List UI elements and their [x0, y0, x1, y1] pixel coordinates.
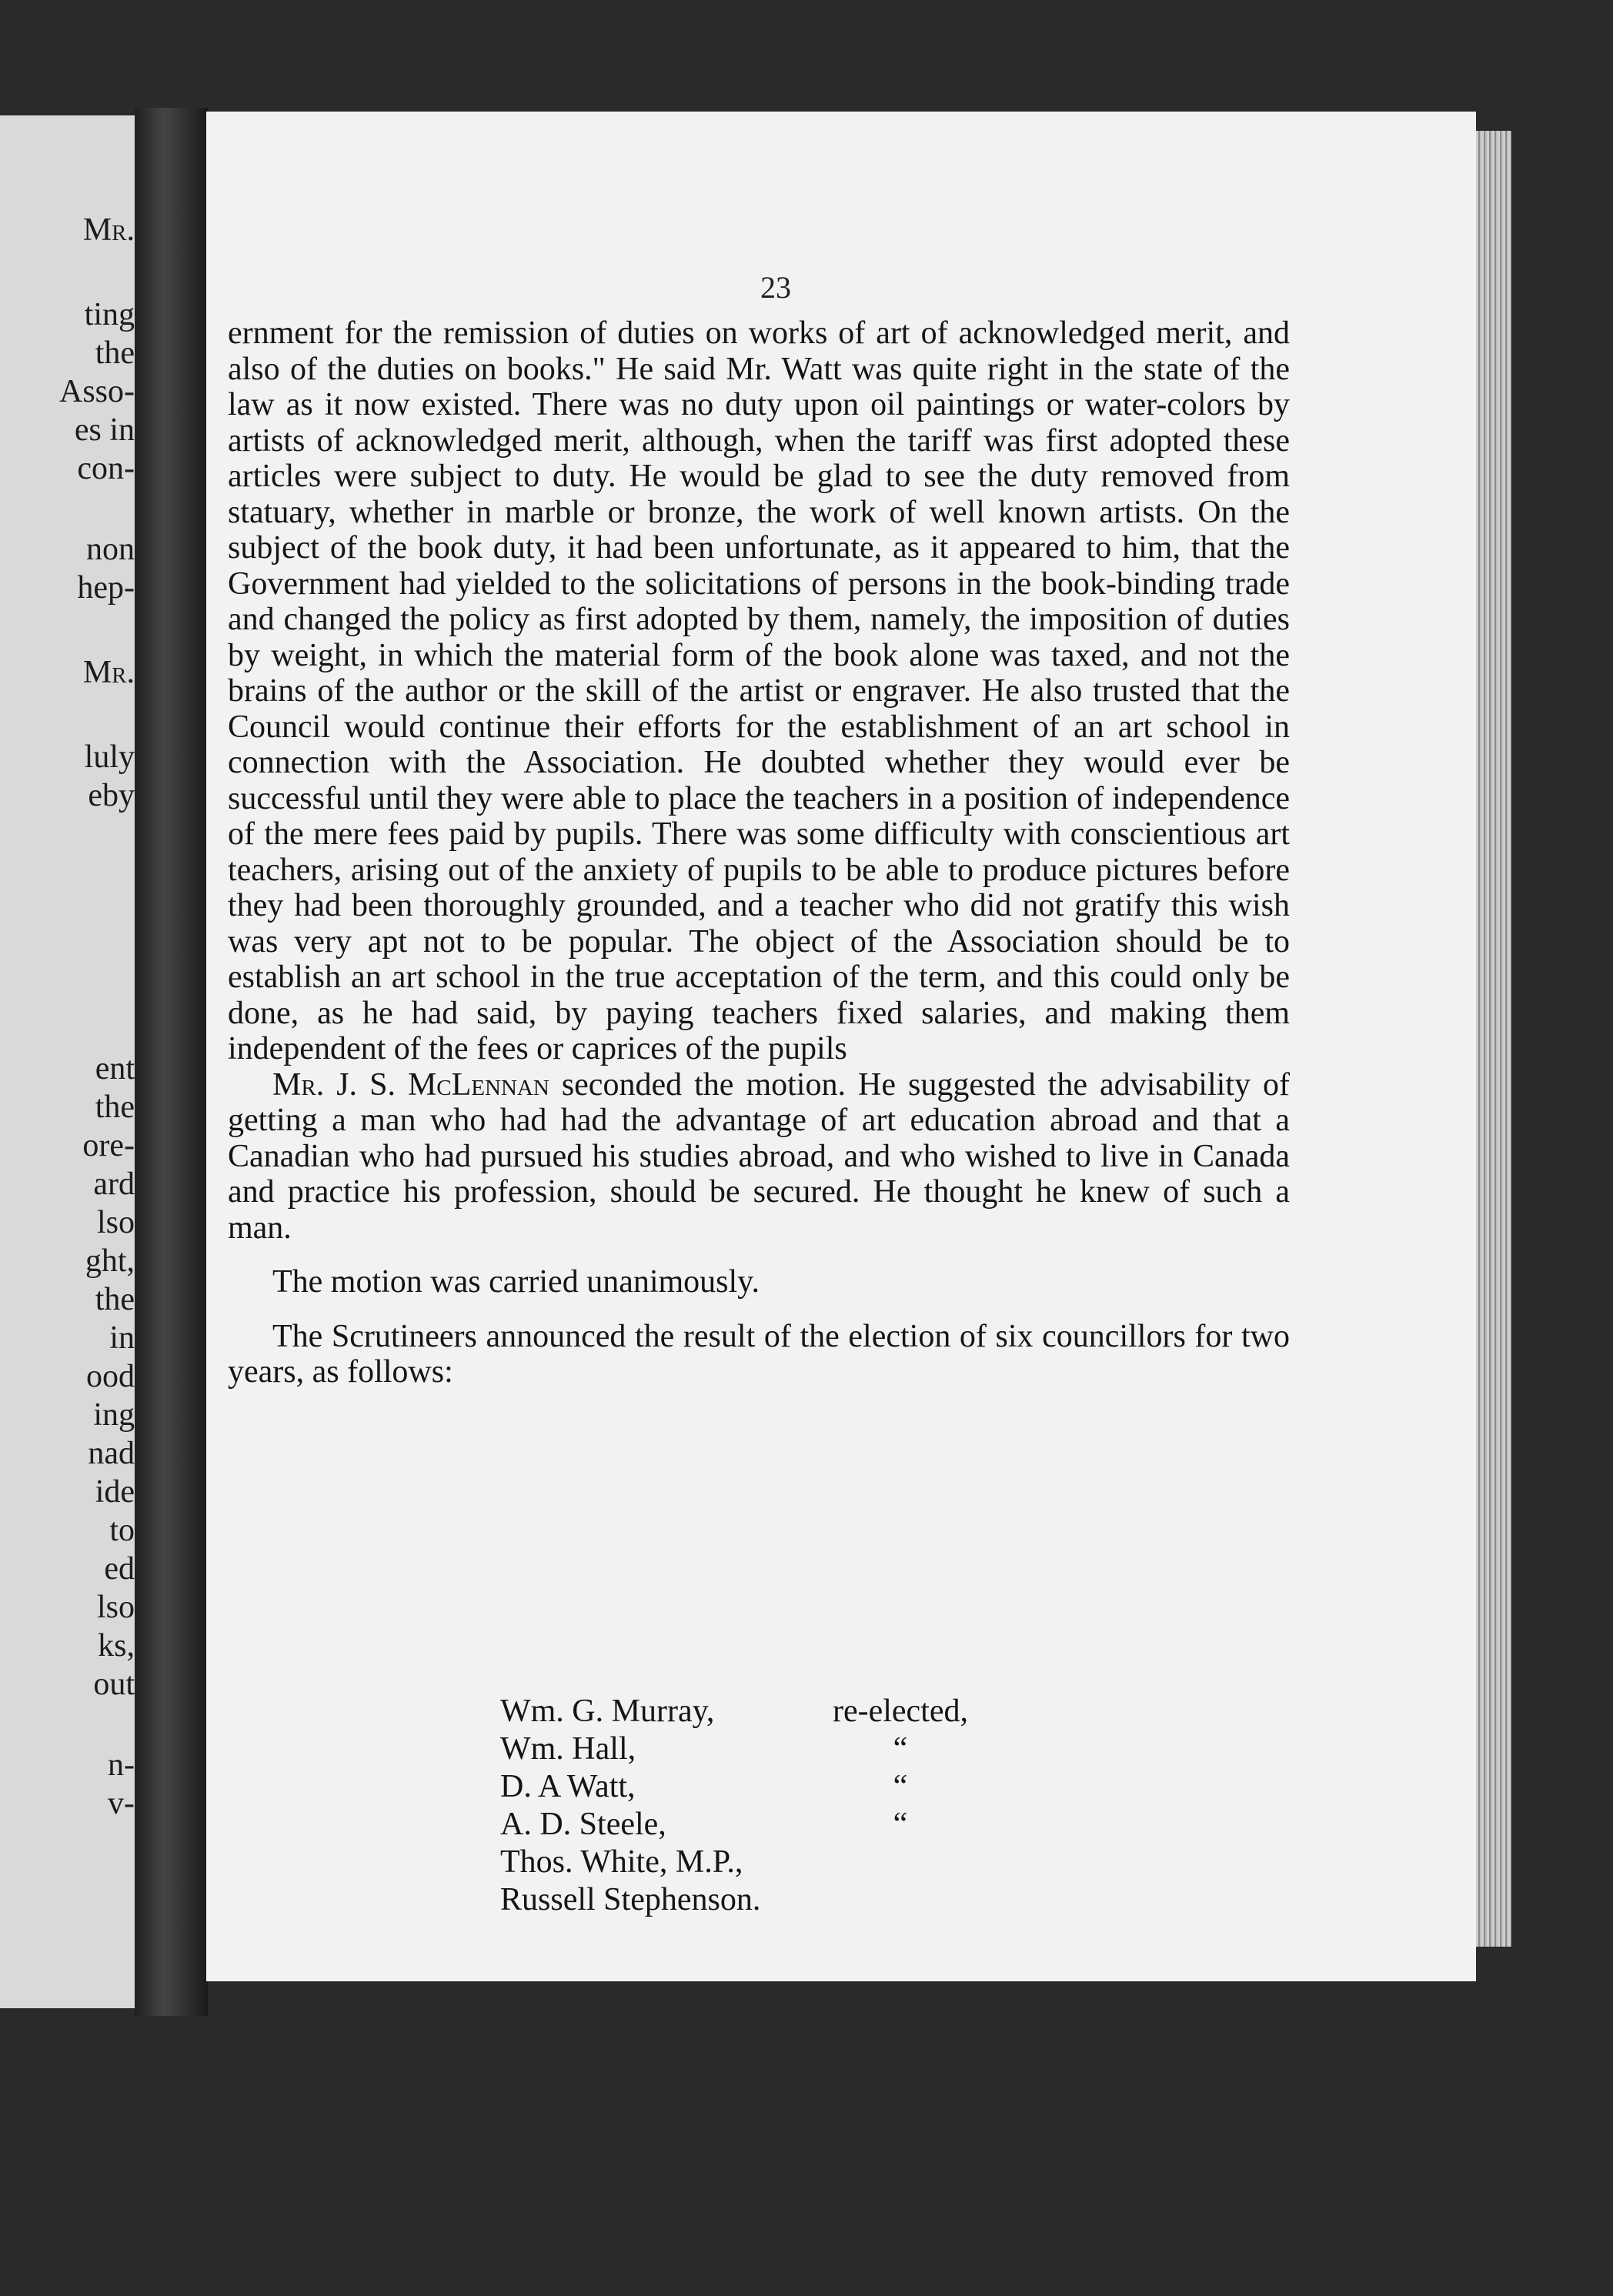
councillor-status: “	[893, 1769, 908, 1804]
paragraph-speech: ernment for the remission of duties on works of art of acknowledged merit, and also of the duties on books." He said Mr. Watt was quite right in the state of the law as it now existed. There was no duty upon oil paintings or water-colors by artists of acknowledged merit, although, when the tariff was first adopted these articles were subject to duty. He would be glad to see the duty removed from statuary, whether in marble or bronze, the work of well known artists. On the subject of the book duty, it had been unfortunate, as it appeared to him, that the Government had yielded to the solicitations of persons in the book-binding trade and changed the policy as first adopted by them, namely, the imposition of duties by weight, in which the material form of the book alone was taxed, and not the brains of the author or the skill of the artist or engraver. He also trusted that the Council would continue their efforts for the establishment of an art school in connection with the Association. He doubted whether they would ever be successful until they were able to place the teachers in a position of independence of the mere fees paid by pupils. There was some difficulty with conscientious art teachers, arising out of the anxiety of pupils to be able to produce pictures before they had been thoroughly grounded, and a teacher who did not gratify this wish was very apt not to be popular. The object of the Association should be to establish an art school in the true acceptation of the term, and this could only be done, as he had said, by paying teachers fixed salaries, and making them independent of the fees or caprices of the pupils	[228, 315, 1290, 1066]
facing-page-text: v-	[108, 1786, 135, 1821]
page-body	[228, 315, 1290, 1390]
facing-page-text: eby	[88, 778, 135, 813]
speaker-name: Mr. J. S. McLennan	[272, 1066, 549, 1103]
facing-page-text: ing	[93, 1397, 135, 1433]
councillor-status: re-elected,	[832, 1694, 969, 1729]
councillor-status: “	[893, 1807, 908, 1842]
book-gutter	[135, 108, 208, 2016]
facing-page-text: ard	[93, 1166, 135, 1202]
councillor-name: Wm. G. Murray,	[500, 1694, 715, 1729]
facing-page-text: nad	[88, 1436, 135, 1471]
facing-page-text: Mr.	[82, 212, 135, 248]
facing-page-text: ent	[95, 1051, 135, 1086]
councillor-name: D. A Watt,	[500, 1769, 636, 1804]
paragraph-seconding	[228, 1067, 1290, 1246]
facing-page-text: es in	[74, 412, 135, 448]
councillor-name: Russell Stephenson.	[500, 1882, 761, 1917]
councillor-name: Wm. Hall,	[500, 1731, 636, 1767]
facing-page-text: luly	[84, 739, 135, 775]
facing-page-text: ght,	[85, 1243, 135, 1279]
result-row	[500, 1806, 993, 1844]
facing-page-text: ed	[104, 1551, 135, 1587]
facing-page-text: con-	[77, 451, 135, 486]
paragraph-scrutineers: The Scrutineers announced the result of the election of six councillors for two years, as follows:	[228, 1318, 1290, 1390]
facing-page-text: the	[95, 1090, 135, 1125]
facing-page-text: the	[95, 1282, 135, 1317]
facing-page-text: ore-	[82, 1128, 135, 1163]
facing-page-text: ood	[86, 1359, 135, 1394]
page-edges	[1476, 131, 1511, 1947]
councillor-name: Thos. White, M.P.,	[500, 1844, 743, 1880]
facing-page-text: ks,	[98, 1628, 135, 1664]
facing-page-fragment	[0, 115, 146, 2008]
result-row	[500, 1881, 993, 1919]
facing-page-text: Asso-	[58, 374, 135, 409]
facing-page-text: hep-	[77, 570, 135, 606]
councillor-status	[808, 1844, 993, 1881]
councillor-status	[808, 1881, 993, 1919]
page-number: 23	[760, 270, 791, 305]
result-row	[500, 1730, 993, 1768]
facing-page-text: in	[109, 1320, 135, 1356]
facing-page-text: Mr.	[82, 655, 135, 690]
seconding-text: seconded the motion. He suggested the advisability of getting a man who had had the advantage of art education abroad and that a Canadian who had pursued his studies abroad, and who wished to live in Canada and practice his profession, should be secured. He thought he knew of such a man.	[228, 1066, 1290, 1246]
result-row	[500, 1768, 993, 1806]
facing-page-text: lso	[96, 1590, 135, 1625]
facing-page-text: n-	[108, 1747, 135, 1783]
result-row	[500, 1844, 993, 1881]
facing-page-text: to	[109, 1513, 135, 1548]
paragraph-motion-carried: The motion was carried unanimously.	[272, 1264, 760, 1300]
facing-page-text: non	[86, 532, 135, 567]
result-row	[500, 1693, 993, 1730]
facing-page-text: lso	[96, 1205, 135, 1240]
facing-page-text: ting	[84, 297, 135, 332]
facing-page-text: out	[93, 1667, 135, 1702]
facing-page-text: the	[95, 335, 135, 371]
councillor-name: A. D. Steele,	[500, 1807, 666, 1842]
facing-page-text: ide	[95, 1474, 135, 1510]
election-results	[500, 1693, 993, 1919]
councillor-status: “	[893, 1731, 908, 1767]
